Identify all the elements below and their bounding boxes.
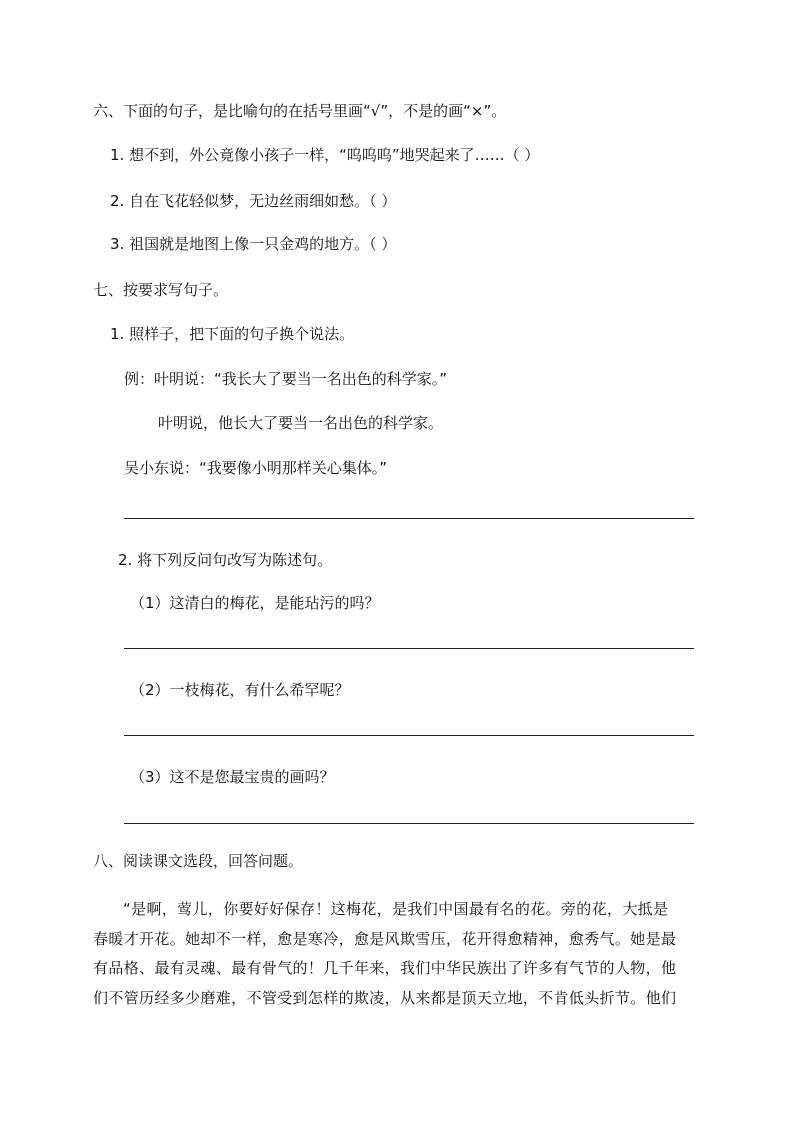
passage-line: 们不管历经多少磨难，不管受到怎样的欺凌，从来都是顶天立地，不肯低头折节。他们 [93,988,677,1007]
reading-passage [93,895,699,1013]
passage-line: 有品格、最有灵魂、最有骨气的！几千年来，我们中华民族出了许多有气节的人物，他 [93,959,677,977]
section-6-item-2: 2. 自在飞花轻似梦，无边丝雨细如愁。（ ） [110,192,397,210]
q2-sub-3: （3）这不是您最宝贵的画吗？ [130,768,335,786]
q2-sub-2: （2）一枝梅花，有什么希罕呢？ [130,681,350,699]
q2-sub-1: （1）这清白的梅花，是能玷污的吗？ [130,594,380,612]
answer-line-q2-1[interactable] [124,648,694,649]
passage-line: “是啊，莺儿，你要好好保存！这梅花，是我们中国最有名的花。旁的花，大抵是 [123,900,669,918]
section-6-item-3: 3. 祖国就是地图上像一只金鸡的地方。（ ） [110,235,397,253]
q1-prompt-sentence: 吴小东说：“我要像小明那样关心集体。” [124,459,388,477]
section-6-heading: 六、下面的句子，是比喻句的在括号里画“√”，不是的画“×”。 [93,102,507,120]
answer-line-q2-2[interactable] [124,735,694,736]
section-7-heading: 七、按要求写句子。 [93,281,229,299]
example-converted-sentence: 叶明说，他长大了要当一名出色的科学家。 [158,414,444,432]
answer-line-q2-3[interactable] [124,823,694,824]
example-original-sentence: 例：叶明说：“我长大了要当一名出色的科学家。” [124,370,448,388]
section-8-heading: 八、阅读课文选段，回答问题。 [93,852,304,870]
passage-line: 春暖才开花。她却不一样，愈是寒冷，愈是风欺雪压，花开得愈精神，愈秀气。她是最 [93,929,677,948]
answer-line-q1[interactable] [124,518,694,519]
section-7-q2-instruction: 2. 将下列反问句改写为陈述句。 [118,551,333,569]
section-6-item-1: 1. 想不到，外公竟像小孩子一样，“呜呜呜”地哭起来了……（ ） [110,146,540,164]
section-7-q1-instruction: 1. 照样子，把下面的句子换个说法。 [110,325,355,343]
